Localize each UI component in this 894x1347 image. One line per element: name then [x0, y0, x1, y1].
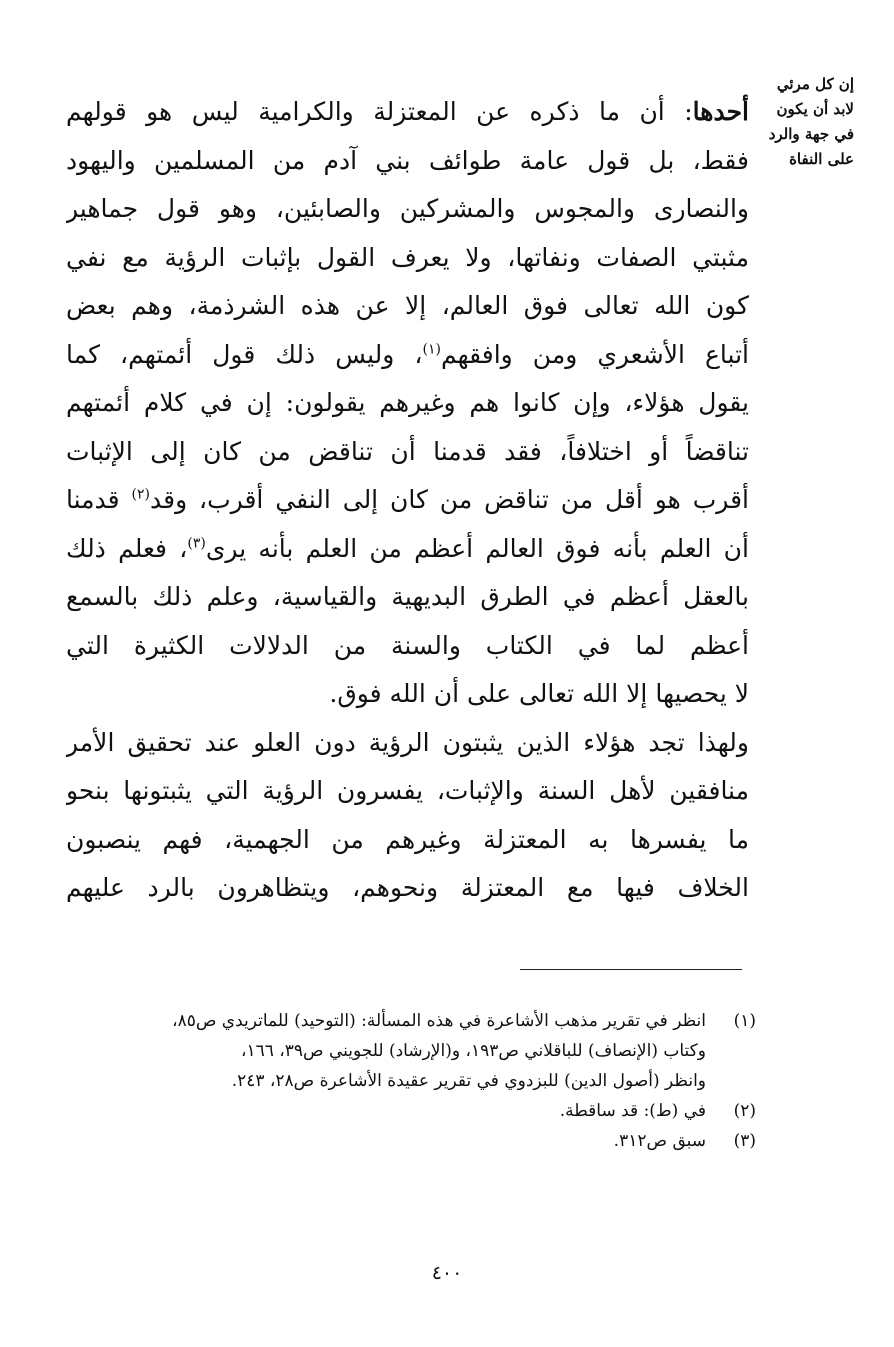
- footnote-number: (١): [733, 1011, 756, 1031]
- footnote: [66, 1006, 756, 1096]
- margin-note-line: لابد أن يكون: [776, 100, 854, 118]
- footnote-marker: (٢): [131, 486, 150, 503]
- footnote-line: في (ط): قد ساقطة.: [559, 1101, 706, 1121]
- footnote-number: (٣): [733, 1131, 756, 1151]
- footnote-marker: (١): [422, 341, 441, 358]
- footnotes: [66, 1006, 756, 1156]
- footnote-text: [66, 1126, 706, 1156]
- text-line: فقط، بل قول عامة طوائف بني آدم من المسلمين واليهود: [66, 145, 749, 175]
- lead-word: أحدها: [692, 97, 749, 126]
- text-line: مثبتي الصفات ونفاتها، ولا يعرف القول بإثبات الرؤية مع نفي: [66, 242, 749, 272]
- text-line: بالعقل أعظم في الطرق البديهية والقياسية، وعلم ذلك بالسمع: [66, 582, 749, 611]
- text-line: ما يفسرها به المعتزلة وغيرهم من الجهمية، فهم ينصبون: [66, 824, 749, 854]
- margin-note-line: على النفاة: [789, 150, 854, 168]
- text-line: كون الله تعالى فوق العالم، إلا عن هذه الشرذمة، وهم بعض: [66, 291, 749, 320]
- text-line: الخلاف فيها مع المعتزلة ونحوهم، ويتظاهرون بالرد عليهم: [66, 873, 749, 902]
- text-line: يقول هؤلاء، وإن كانوا هم وغيرهم يقولون: إن في كلام أئمتهم: [66, 388, 749, 417]
- text-line: لا يحصيها إلا الله تعالى على أن الله فوق.: [329, 679, 749, 708]
- footnote-line: سبق ص٣١٢.: [613, 1131, 706, 1151]
- footnote-line: وكتاب (الإنصاف) للباقلاني ص١٩٣، و(الإرشاد) للجويني ص٣٩، ١٦٦،: [240, 1041, 706, 1061]
- margin-note-line: إن كل مرئي: [776, 75, 854, 93]
- text-line: أعظم لما في الكتاب والسنة من الدلالات الكثيرة التي: [66, 630, 749, 660]
- text-line: [66, 476, 749, 525]
- main-text: [66, 88, 749, 913]
- text-line-content: قدمنا: [66, 485, 132, 514]
- text-line: ولهذا تجد هؤلاء الذين يثبتون الرؤية دون العلو عند تحقيق الأمر: [66, 727, 749, 757]
- margin-note-line: في جهة والرد: [768, 125, 854, 143]
- text-line-content: أتباع الأشعري ومن وافقهم: [440, 339, 749, 369]
- footnote: [66, 1096, 756, 1126]
- margin-heading: [754, 72, 854, 172]
- text-line: والنصارى والمجوس والمشركين والصابئين، وهو قول جماهير: [66, 194, 749, 223]
- footnote-number: (٢): [733, 1101, 756, 1121]
- footnote-line: انظر في تقرير مذهب الأشاعرة في هذه المسألة: (التوحيد) للماتريدي ص٨٥،: [172, 1011, 706, 1031]
- text-line-content: ، فعلم ذلك: [66, 533, 188, 563]
- footnote-marker: (٣): [187, 535, 206, 552]
- text-line: [66, 525, 749, 574]
- text-line: تناقضاً أو اختلافاً، فقد قدمنا أن تناقض من كان إلى الإثبات: [66, 436, 749, 466]
- text-line: منافقين لأهل السنة والإثبات، يفسرون الرؤية التي يثبتونها بنحو: [66, 776, 749, 805]
- footnote-text: [66, 1096, 706, 1126]
- text-line-content: : أن ما ذكره عن المعتزلة والكرامية ليس هو قولهم: [66, 97, 693, 126]
- footnote-text: [66, 1006, 706, 1096]
- page-number: ٤٠٠: [431, 1262, 463, 1284]
- text-line: [66, 88, 749, 137]
- footnote: [66, 1126, 756, 1156]
- footnote-line: وانظر (أصول الدين) للبزدوي في تقرير عقيدة الأشاعرة ص٢٨، ٢٤٣.: [231, 1071, 706, 1091]
- text-line-content: أقرب هو أقل من تناقض من كان إلى النفي أقرب، وقد: [150, 485, 749, 514]
- text-line: [66, 331, 749, 380]
- text-line-content: أن العلم بأنه فوق العالم أعظم من العلم بأنه يرى: [205, 533, 749, 563]
- text-line-content: ، وليس ذلك قول أئمتهم، كما: [66, 339, 423, 369]
- footnote-separator: [520, 969, 742, 970]
